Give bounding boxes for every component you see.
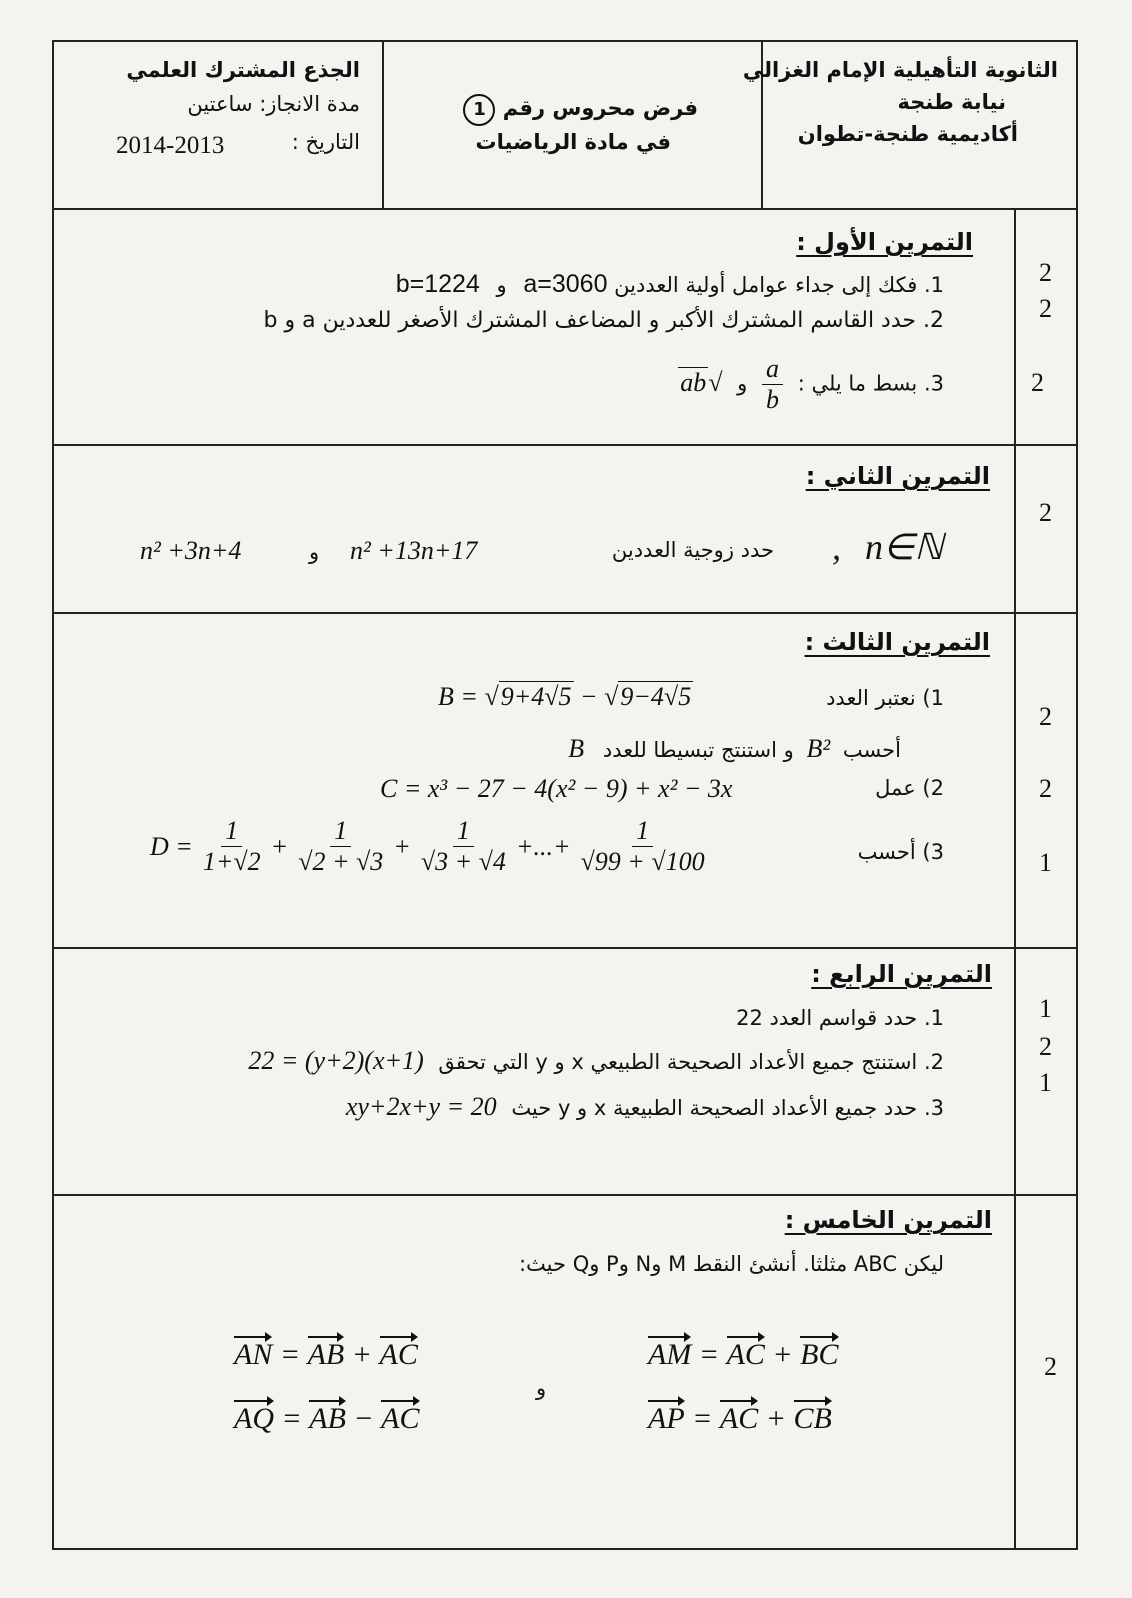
ex3-q1-text: نعتبر العدد <box>826 686 916 710</box>
exam-number: 1 <box>463 94 495 126</box>
ex5-text: ليكن ABC مثلثا. أنشئ النقط M وN وP وQ حيث: <box>518 1252 944 1276</box>
ex3-mark-3: 1 <box>1039 848 1052 877</box>
ex2-comma: , <box>832 527 841 567</box>
vec-CB: CB <box>794 1398 832 1436</box>
ex5-eq-an-op: + <box>351 1338 372 1371</box>
ex1-q1 <box>396 270 944 299</box>
ex3-q3-num3: 1 <box>453 816 474 847</box>
vec-AC-4: AC <box>381 1398 419 1436</box>
ex1-q1-text: فكك إلى جداء عوامل أولية العددين <box>614 273 918 297</box>
marks-column-divider <box>1014 208 1016 1548</box>
ex5-title: التمرين الخامس : <box>784 1206 992 1234</box>
ex3-q1 <box>826 686 944 710</box>
ex5-eq-an <box>234 1334 418 1372</box>
ex3-q1b-text: أحسب <box>842 738 901 762</box>
ex3-q2 <box>875 776 944 800</box>
ex3-q3-plus2: + <box>393 831 411 861</box>
ex3-q3-den3: √3 + √4 <box>420 847 506 876</box>
school-name: الثانوية التأهيلية الإمام الغزالي <box>742 58 1058 82</box>
ex3-q3-num1: 1 <box>221 816 242 847</box>
ex3-q2-num: 2) <box>922 776 944 800</box>
ex3-q3-num: 3) <box>922 840 944 864</box>
ex1-mark-3: 2 <box>1031 368 1044 397</box>
subject: في مادة الرياضيات <box>475 130 671 154</box>
ex3-title: التمرين الثالث : <box>804 628 990 656</box>
vec-AC-1: AC <box>727 1334 765 1372</box>
ex3-q2-text: عمل <box>875 776 916 800</box>
ex1-q3-text: بسط ما يلي : <box>797 371 918 396</box>
ex4-q3-expr: xy+2x+y = 20 <box>345 1092 497 1121</box>
ex4-q2-expr: (x+1)(y+2) = 22 <box>248 1046 424 1075</box>
ex1-q3-frac-den: b <box>766 385 779 414</box>
ex3-q3-den4: √99 + √100 <box>580 847 705 876</box>
ex3-q1b-text2: و استنتج تبسيطا للعدد <box>602 738 794 762</box>
ex3-mark-1: 2 <box>1039 702 1052 731</box>
ex5-eq-am <box>648 1334 839 1372</box>
vec-AN: AN <box>234 1334 272 1372</box>
ex2-expr1: n² +13n+17 <box>350 536 478 565</box>
academy: أكاديمية طنجة-تطوان <box>797 122 1018 146</box>
ex3-q1b-B: B <box>568 734 585 763</box>
ex3-q1-minus: − <box>580 682 598 711</box>
ex4-q2-text: استنتج جميع الأعداد الصحيحة الطبيعي x و y التي تحقق <box>438 1050 918 1074</box>
ex3-q1-root1: 9+4√5 <box>500 682 572 711</box>
ex1-q3-frac-num: a <box>762 354 783 385</box>
ex3-q3 <box>858 840 944 864</box>
header-divider <box>54 208 1076 210</box>
ex3-q3-num2: 1 <box>330 816 351 847</box>
ex3-divider <box>54 947 1076 949</box>
ex4-divider <box>54 1194 1076 1196</box>
ex5-eq-am-sign: = <box>698 1338 720 1371</box>
ex3-q1b-B2: B² <box>806 734 831 763</box>
exam-title: فرض محروس رقم <box>502 96 698 120</box>
ex4-q3 <box>346 1092 944 1122</box>
ex5-eq-am-op: + <box>772 1338 793 1371</box>
vec-AP: AP <box>648 1398 685 1436</box>
ex1-mark-1: 2 <box>1039 258 1052 287</box>
ex2-mark-1: 2 <box>1039 498 1052 527</box>
ex3-q3-num4: 1 <box>632 816 653 847</box>
ex2-expr2: n² +3n+4 <box>140 536 242 565</box>
ex1-q2 <box>264 308 944 333</box>
ex1-q1-b: b=1224 <box>395 270 480 298</box>
ex1-q1-num: 1. <box>923 273 944 297</box>
ex2-cond-value: n∈ℕ <box>865 527 944 567</box>
directorate: نيابة طنجة <box>897 90 1006 114</box>
ex2-and: و <box>309 540 320 564</box>
vec-BC: BC <box>800 1334 838 1372</box>
ex4-mark-1: 1 <box>1039 994 1052 1023</box>
ex4-q2-num: 2. <box>923 1050 944 1074</box>
ex2-cond <box>832 526 943 568</box>
ex1-mark-2: 2 <box>1039 294 1052 323</box>
ex1-q1-a: a=3060 <box>523 270 608 298</box>
ex1-q3-sqrt-arg: ab <box>680 367 707 397</box>
date-label: التاريخ : <box>291 130 360 154</box>
ex2-divider <box>54 612 1076 614</box>
ex3-q3-D: D = <box>150 831 193 861</box>
ex1-q2-text: حدد القاسم المشترك الأكبر و المضاعف المشترك الأصغر للعددين a و b <box>263 308 916 333</box>
ex4-q1 <box>736 1006 944 1030</box>
ex4-mark-2: 2 <box>1039 1032 1052 1061</box>
date-value: 2014-2013 <box>116 132 225 159</box>
ex5-eq-aq-sign: = <box>281 1402 302 1435</box>
ex3-q1-B: B = <box>438 682 478 711</box>
ex3-q1-expr: B = √9+4√5 − √9−4√5 <box>438 682 692 711</box>
ex5-eq-ap <box>648 1398 832 1436</box>
ex4-title: التمرين الرابع : <box>811 960 992 988</box>
ex3-q3-den2: √2 + √3 <box>298 847 384 876</box>
vec-AB-1: AB <box>308 1334 345 1372</box>
ex3-mark-2: 2 <box>1039 774 1052 803</box>
ex3-q3-plus1: + <box>270 831 289 861</box>
ex3-q3-expr <box>150 816 709 877</box>
ex5-eq-ap-sign: = <box>692 1402 713 1435</box>
ex1-title: التمرين الأول : <box>796 228 973 256</box>
ex5-eq-ap-op: + <box>765 1402 786 1435</box>
ex4-mark-3: 1 <box>1039 1068 1052 1097</box>
ex4-q2 <box>248 1046 944 1076</box>
ex5-eq-aq <box>234 1398 420 1436</box>
ex3-q1-root2: 9−4√5 <box>620 682 692 711</box>
vec-AC-2: AC <box>720 1398 758 1436</box>
ex4-q3-num: 3. <box>923 1096 944 1120</box>
vec-AB-2: AB <box>309 1398 346 1436</box>
ex5-eq-aq-op: − <box>353 1402 374 1435</box>
ex1-q3 <box>678 354 944 415</box>
ex5-mark-1: 2 <box>1044 1352 1057 1381</box>
level: الجذع المشترك العلمي <box>126 58 360 82</box>
ex1-q3-sqrt: √ab <box>680 367 723 397</box>
exam-title-row <box>463 94 698 126</box>
ex4-q1-num: 1. <box>923 1006 944 1030</box>
vec-AC-3: AC <box>380 1334 418 1372</box>
exam-sheet <box>52 40 1078 1550</box>
ex2-text: حدد زوجية العددين <box>611 538 774 562</box>
ex1-q1-and: و <box>496 273 507 297</box>
ex3-q1b <box>568 734 901 764</box>
ex3-q3-text: أحسب <box>857 840 916 864</box>
vec-AM: AM <box>648 1334 691 1372</box>
ex1-divider <box>54 444 1076 446</box>
duration: مدة الانجاز: ساعتين <box>187 92 360 116</box>
ex1-q2-num: 2. <box>923 308 944 333</box>
ex1-q3-and: و <box>737 371 748 396</box>
ex5-eq-an-sign: = <box>279 1338 301 1371</box>
ex5-and: و <box>536 1376 547 1400</box>
ex3-q2-expr: C = x³ − 27 − 4(x² − 9) + x² − 3x <box>380 774 733 803</box>
vec-AQ: AQ <box>234 1398 274 1436</box>
header-col-divider-1 <box>382 42 384 208</box>
ex1-q3-fraction <box>762 354 783 415</box>
ex4-q1-text: حدد قواسم العدد 22 <box>736 1006 918 1030</box>
ex3-q1-num: 1) <box>922 686 944 710</box>
ex4-q3-text: حدد جميع الأعداد الصحيحة الطبيعية x و y حيث <box>511 1096 918 1120</box>
ex3-q3-dots: +...+ <box>515 831 571 861</box>
ex1-q3-num: 3. <box>923 371 944 396</box>
ex3-q3-den1: 1+√2 <box>202 847 261 876</box>
ex2-title: التمرين الثاني : <box>805 462 990 490</box>
